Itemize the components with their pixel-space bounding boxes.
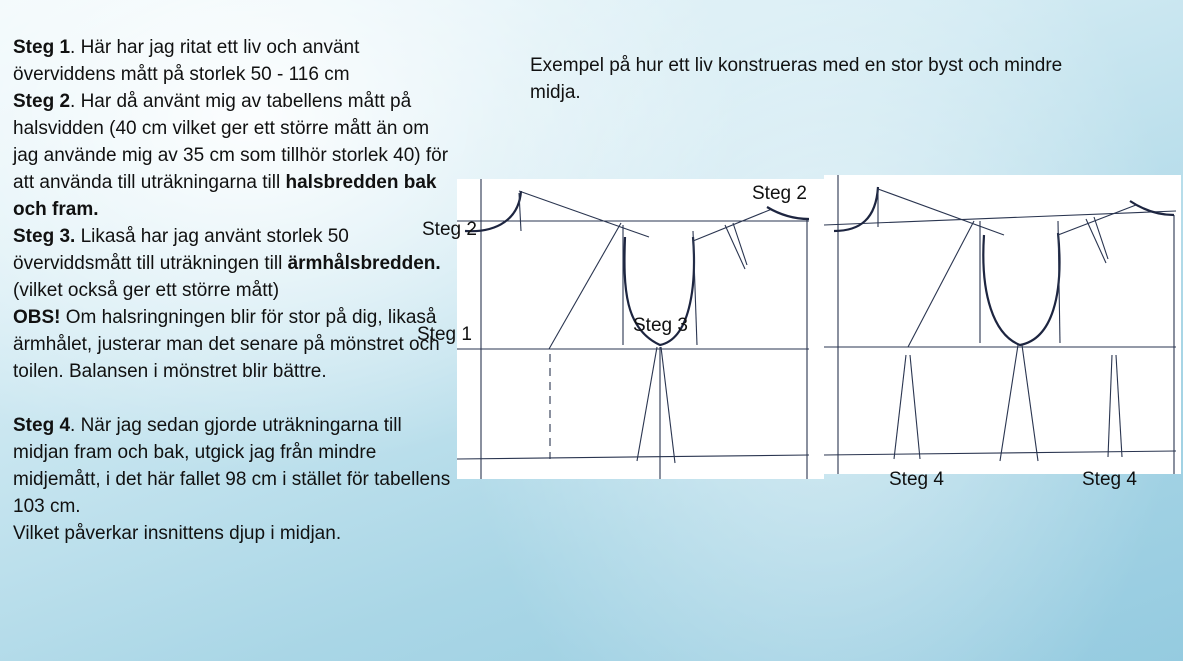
waist-note: Vilket påverkar insnittens djup i midjan.	[13, 523, 342, 544]
instructions-text	[13, 34, 453, 547]
label-steg4-b: Steg 4	[1082, 469, 1137, 490]
pattern-sketch-2	[824, 175, 1181, 474]
label-steg4-a: Steg 4	[889, 469, 944, 490]
step1-paragraph: Steg 1. Här har jag ritat ett liv och använt överviddens mått på storlek 50 - 116 cm	[13, 37, 360, 85]
label-steg2-left: Steg 2	[422, 219, 477, 240]
step2-paragraph: Steg 2. Har då använt mig av tabellens mått på halsvidden (40 cm vilket ger ett större mått än om jag använde mig av 35 cm som tillhör storlek 40) för att använda till uträkningarna till halsbredden bak och fram.	[13, 91, 449, 220]
label-steg2-top: Steg 2	[752, 183, 807, 204]
label-steg1: Steg 1	[417, 324, 472, 345]
example-caption: Exempel på hur ett liv konstrueras med en stor byst och mindre midja.	[530, 55, 1063, 103]
step4-paragraph: Steg 4. När jag sedan gjorde uträkningarna till midjan fram och bak, utgick jag från mindre midjemått, i det här fallet 98 cm i stället för tabellens 103 cm.	[13, 415, 451, 517]
obs-paragraph: OBS! Om halsringningen blir för stor på dig, likaså ärmhålet, justerar man det senare på mönstret och toilen. Balansen i mönstret blir bättre.	[13, 307, 440, 382]
label-steg3: Steg 3	[633, 315, 688, 336]
step3-paragraph: Steg 3. Likaså har jag använt storlek 50 överviddsmått till uträkningen till ärmhålsbredden. (vilket också ger ett större mått)	[13, 226, 441, 301]
bodice-drawing-2	[824, 175, 1181, 474]
